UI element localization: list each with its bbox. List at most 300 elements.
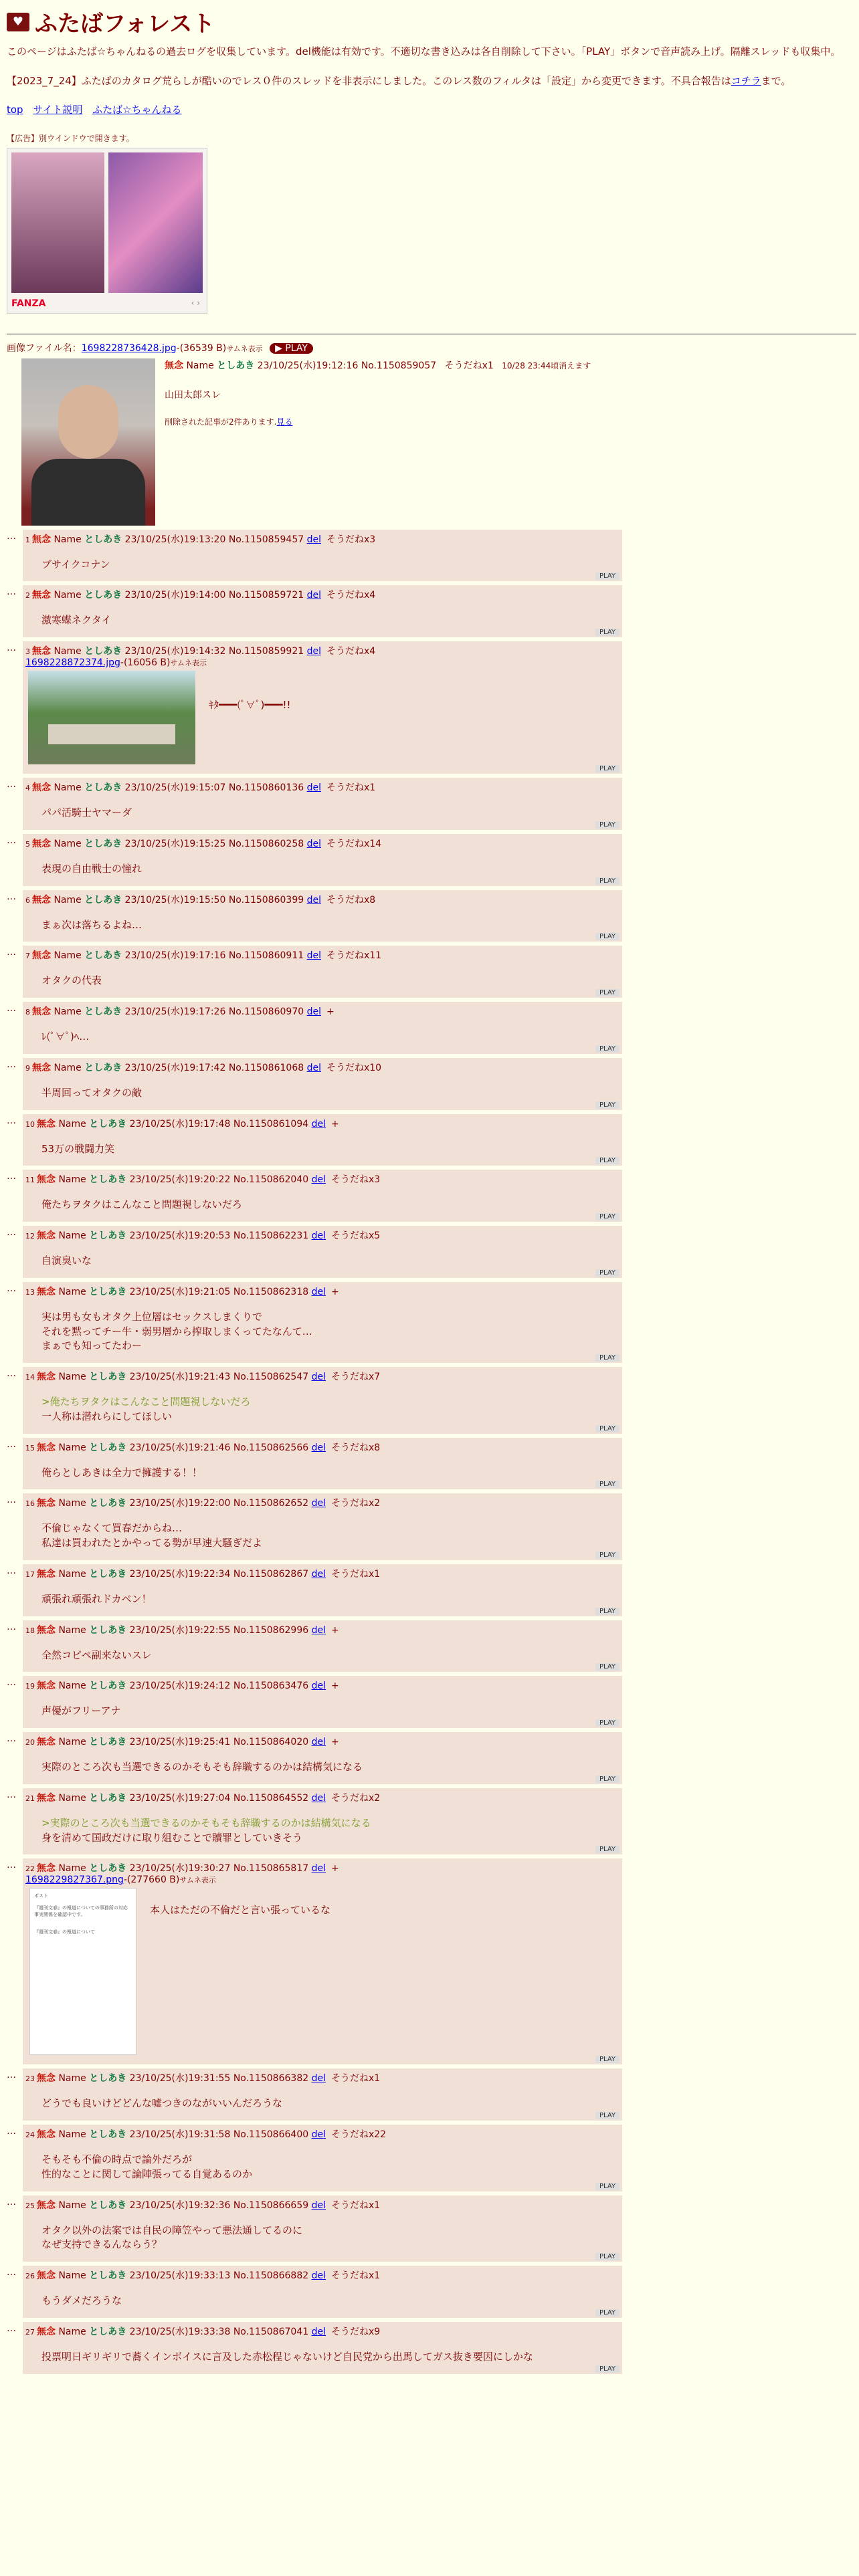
del-link[interactable]: del: [311, 2199, 326, 2211]
reply-number: 9: [25, 1063, 30, 1073]
reply-box: [23, 946, 622, 998]
reply-name-label: Name: [58, 1568, 86, 1580]
reply-box: [23, 530, 622, 582]
soudane-button[interactable]: そうだねx4: [326, 590, 376, 601]
soudane-button[interactable]: そうだねx14: [326, 838, 382, 849]
ad-cover-image[interactable]: [11, 152, 104, 293]
soudane-button[interactable]: そうだねx9: [330, 2326, 381, 2337]
reply-dots: …: [7, 1677, 16, 1689]
reply-name: としあき: [89, 1737, 127, 1747]
reply-name: としあき: [89, 1230, 127, 1241]
reply-subject: 無念: [37, 1863, 56, 1874]
del-link[interactable]: del: [311, 1286, 326, 1297]
reply-dots: …: [7, 1733, 16, 1744]
del-link[interactable]: del: [311, 1863, 326, 1874]
reply-number: 7: [25, 952, 30, 961]
ad-banner[interactable]: [7, 148, 207, 314]
reply-name-label: Name: [54, 782, 82, 793]
reply-box: [23, 1620, 622, 1673]
reply-subject: 無念: [32, 646, 51, 657]
reply-row: [7, 1788, 852, 1855]
reply-subject: 無念: [32, 950, 51, 962]
del-link[interactable]: del: [306, 894, 321, 905]
reply-meta: [25, 1004, 619, 1018]
del-link[interactable]: del: [306, 590, 321, 601]
reply-no: No.1150862652: [233, 1498, 309, 1509]
reply-no: No.1150859921: [228, 646, 304, 657]
reply-meta: [25, 1172, 619, 1186]
reply-no: No.1150860399: [228, 894, 304, 905]
soudane-button[interactable]: そうだねx1: [330, 2199, 381, 2211]
op-file-line: 画像ファイル名：1698228736428.jpg-(36539 B)サムネ表示 ▶ PLAY: [7, 341, 852, 354]
del-link[interactable]: del: [306, 782, 321, 793]
reply-box: [23, 2068, 622, 2121]
soudane-button[interactable]: そうだねx1: [330, 2270, 381, 2281]
reply-text: 俺らとしあきは全力で擁護する！！: [41, 1466, 203, 1479]
reply-dots: …: [7, 891, 16, 902]
ad-cover-image[interactable]: [108, 152, 203, 293]
reply-meta: [25, 1370, 619, 1383]
del-link[interactable]: del: [311, 1118, 326, 1130]
play-button[interactable]: PLAY: [595, 2056, 619, 2063]
reply-dots: …: [7, 643, 16, 653]
reply-row: [7, 1170, 852, 1222]
reply-text: 本人はただの不倫だと言い張っているな: [150, 1904, 331, 1917]
reply-meta: [25, 532, 619, 546]
reply-datetime: 23/10/25(水)19:22:34: [129, 1568, 231, 1580]
reply-no: No.1150861068: [228, 1062, 304, 1073]
reply-row: [7, 778, 852, 830]
reply-datetime: 23/10/25(水)19:32:36: [129, 2199, 231, 2211]
reply-datetime: 23/10/25(水)19:17:26: [124, 1006, 226, 1017]
reply-meta: [25, 837, 619, 850]
reply-name-label: Name: [58, 1681, 86, 1692]
op-soudane[interactable]: そうだねx1: [444, 360, 494, 371]
soudane-button[interactable]: そうだねx2: [330, 1792, 381, 1804]
reply-no: No.1150860136: [228, 782, 304, 793]
reply-name-label: Name: [54, 590, 82, 601]
reply-text: ﾚ(ﾟ∀ﾟ)ﾍ…: [41, 1031, 90, 1043]
reply-name-label: Name: [58, 1624, 86, 1636]
reply-name-label: Name: [54, 894, 82, 905]
reply-file-link[interactable]: 1698229827367.png: [25, 1874, 124, 1886]
reply-text: 表現の自由戦士の憧れ: [41, 862, 142, 875]
del-link[interactable]: del: [311, 2270, 326, 2281]
reply-no: No.1150862547: [233, 1372, 309, 1382]
play-button[interactable]: PLAY: [595, 2253, 619, 2260]
reply-text: パパ活騎士ヤマーダ: [41, 807, 132, 819]
reply-no: No.1150862231: [233, 1230, 309, 1241]
reply-datetime: 23/10/25(水)19:15:50: [124, 894, 226, 905]
reply-quote: >実際のところ次も当選できるのかそもそも辞職するのかは結構気になる: [41, 1816, 371, 1829]
reply-no: No.1150860258: [228, 838, 304, 849]
reply-name-label: Name: [58, 1442, 86, 1453]
reply-number: 25: [25, 2201, 35, 2210]
reply-box: [23, 2266, 622, 2318]
reply-name: としあき: [89, 2270, 127, 2281]
reply-meta: [25, 1861, 619, 1874]
soudane-button[interactable]: +: [330, 1286, 339, 1297]
reply-no: No.1150859721: [228, 590, 304, 601]
reply-subject: 無念: [37, 1568, 56, 1580]
reply-datetime: 23/10/25(水)19:15:07: [124, 782, 226, 793]
reply-row: [7, 530, 852, 582]
reply-row: [7, 1858, 852, 2064]
play-button[interactable]: PLAY: [595, 572, 619, 580]
del-link[interactable]: del: [311, 1624, 326, 1636]
reply-number: 11: [25, 1176, 35, 1185]
reply-box: [23, 1438, 622, 1490]
play-button[interactable]: PLAY: [595, 765, 619, 772]
reply-dots: …: [7, 2323, 16, 2334]
del-link[interactable]: del: [311, 1681, 326, 1692]
reply-no: No.1150862867: [233, 1568, 309, 1580]
reply-no: No.1150867041: [233, 2326, 309, 2337]
play-button[interactable]: PLAY: [595, 989, 619, 996]
soudane-button[interactable]: そうだねx10: [326, 1062, 382, 1073]
del-link[interactable]: del: [311, 1442, 326, 1453]
play-button[interactable]: PLAY: [595, 1551, 619, 1559]
reply-number: 19: [25, 1682, 35, 1691]
play-button[interactable]: PLAY: [595, 933, 619, 940]
reply-quote: >俺たちヲタクはこんなこと問題視しないだろ: [41, 1396, 251, 1408]
reply-meta: [25, 1285, 619, 1298]
op-play-button[interactable]: ▶ PLAY: [270, 343, 313, 354]
op-meta: 無念 Name としあき 23/10/25(水)19:12:16 No.1150859057 そうだねx1 10/28 23:44頃消えます: [165, 360, 591, 371]
doc-body: 『週刊文春』の報道についての事務所の対応 事実関係を確認中です。: [34, 1905, 128, 1918]
reply-name-label: Name: [58, 1174, 86, 1186]
del-link[interactable]: del: [306, 838, 321, 849]
reply-subject: 無念: [37, 2326, 56, 2337]
reply-no: No.1150865817: [233, 1863, 309, 1874]
reply-meta: [25, 1567, 619, 1580]
reply-dots: …: [7, 947, 16, 958]
op-thumbnail[interactable]: [21, 358, 155, 526]
del-link[interactable]: del: [306, 950, 321, 962]
reply-no: No.1150861094: [233, 1118, 309, 1130]
del-link[interactable]: del: [311, 1372, 326, 1382]
play-button[interactable]: PLAY: [595, 1213, 619, 1220]
reply-text: 実は男も女もオタク上位層はセックスしまくりで それを黙ってチー牛・弱男層から搾取しまくってたなんて… まぁでも知ってたわー: [41, 1310, 312, 1352]
futaba-link[interactable]: ふたば☆ちゃんねる: [92, 103, 182, 116]
reply-subject: 無念: [32, 894, 51, 905]
reply-name-label: Name: [58, 1118, 86, 1130]
play-button[interactable]: PLAY: [595, 2112, 619, 2119]
reply-box: [23, 2125, 622, 2191]
reply-row: [7, 1367, 852, 1434]
soudane-button[interactable]: +: [330, 1737, 339, 1747]
reply-dots: …: [7, 1621, 16, 1632]
reply-name-label: Name: [58, 2073, 86, 2084]
play-button[interactable]: PLAY: [595, 1663, 619, 1671]
play-button[interactable]: PLAY: [595, 1608, 619, 1615]
reply-subject: 無念: [32, 590, 51, 601]
reply-number: 16: [25, 1499, 35, 1509]
title-row: [7, 5, 852, 38]
del-link[interactable]: del: [311, 1568, 326, 1580]
reply-text: 身を清めて国政だけに取り組むことで贖罪としていきそう: [41, 1831, 303, 1844]
show-deleted-link[interactable]: 見る: [276, 417, 293, 427]
nav-links: [7, 102, 852, 116]
reply-name: としあき: [84, 646, 122, 657]
ad-brand: FANZA: [11, 298, 46, 309]
reply-subject: 無念: [32, 1062, 51, 1073]
op-text: 山田太郎スレ: [165, 389, 221, 401]
play-button[interactable]: PLAY: [595, 1719, 619, 1727]
reply-text: 投票明日ギリギリで蕎くインボイスに言及した赤松程じゃないけど自民党から出馬してガス抜き要因にしかな: [41, 2350, 533, 2363]
reply-subject: 無念: [37, 1737, 56, 1747]
reply-box: [23, 834, 622, 886]
reply-number: 26: [25, 2272, 35, 2280]
reply-datetime: 23/10/25(水)19:21:46: [129, 1442, 231, 1453]
reply-meta: [25, 2268, 619, 2282]
reply-number: 10: [25, 1119, 35, 1129]
reply-datetime: 23/10/25(水)19:33:38: [129, 2326, 231, 2337]
reply-row: [7, 2266, 852, 2318]
reply-row: [7, 2195, 852, 2262]
reply-row: [7, 1676, 852, 1728]
reply-meta: [25, 2071, 619, 2084]
reply-number: 6: [25, 895, 30, 905]
reply-box: [23, 1732, 622, 1784]
play-button[interactable]: PLAY: [595, 1269, 619, 1277]
reply-name: としあき: [89, 1792, 127, 1804]
reply-number: 8: [25, 1008, 30, 1016]
reply-row: [7, 1564, 852, 1616]
reply-text: 不倫じゃなくて買春だからね… 私達は買われたとかやってる勢が早速大騒ぎだよ: [41, 1522, 263, 1549]
play-button[interactable]: PLAY: [595, 877, 619, 885]
reply-number: 5: [25, 839, 30, 849]
report-link[interactable]: コチラ: [731, 74, 761, 87]
del-link[interactable]: del: [306, 1006, 321, 1017]
reply-text: 一人称は潜れらにしてほしい: [41, 1410, 173, 1422]
reply-name-label: Name: [58, 1230, 86, 1241]
reply-row: [7, 890, 852, 942]
play-button[interactable]: PLAY: [595, 1846, 619, 1853]
reply-box: [23, 1564, 622, 1616]
reply-meta: [25, 1679, 619, 1692]
reply-name: としあき: [89, 2073, 127, 2084]
reply-box: [23, 1788, 622, 1855]
reply-dots: …: [7, 1789, 16, 1800]
reply-datetime: 23/10/25(水)19:31:58: [129, 2129, 231, 2140]
play-button[interactable]: PLAY: [595, 2309, 619, 2317]
del-link[interactable]: del: [306, 646, 321, 657]
reply-box: [23, 585, 622, 637]
reply-no: No.1150866382: [233, 2073, 309, 2084]
del-link[interactable]: del: [311, 2129, 326, 2140]
reply-dots: …: [7, 1565, 16, 1576]
op-file-link[interactable]: 1698228736428.jpg: [81, 342, 177, 354]
soudane-button[interactable]: そうだねx1: [330, 2073, 381, 2084]
top-link[interactable]: top: [7, 103, 23, 116]
reply-box: [23, 1282, 622, 1363]
del-link[interactable]: del: [311, 1792, 326, 1804]
reply-name-label: Name: [54, 646, 82, 657]
reply-text: 53万の戦闘力笑: [41, 1142, 115, 1155]
reply-thumbnail[interactable]: [29, 1888, 136, 2055]
soudane-button[interactable]: +: [330, 1863, 339, 1874]
reply-datetime: 23/10/25(水)19:21:05: [129, 1286, 231, 1297]
intro-notice: このページはふたば☆ちゃんねるの過去ログを収集しています。del機能は有効です。不適切な書き込みは各自削除して下さい。「PLAY」ボタンで音声読み上げ。隔離スレッドも収集中。: [7, 45, 841, 58]
reply-thumbnail[interactable]: [28, 671, 195, 764]
reply-subject: 無念: [37, 2270, 56, 2281]
reply-file-line: 1698229827367.png-(277660 B)サムネ表示: [25, 1874, 216, 1886]
soudane-button[interactable]: +: [330, 1681, 339, 1692]
reply-dots: …: [7, 1283, 16, 1294]
reply-number: 18: [25, 1626, 35, 1635]
reply-row: [7, 1493, 852, 1560]
reply-file-link[interactable]: 1698228872374.jpg: [25, 657, 120, 668]
reply-row: [7, 946, 852, 998]
soudane-button[interactable]: そうだねx7: [330, 1372, 381, 1382]
doc-header: ポスト: [34, 1893, 48, 1899]
reply-no: No.1150862040: [233, 1174, 309, 1186]
reply-box: [23, 1226, 622, 1278]
reply-datetime: 23/10/25(水)19:17:42: [124, 1062, 226, 1073]
reply-datetime: 23/10/25(水)19:22:55: [129, 1624, 231, 1636]
soudane-button[interactable]: そうだねx22: [330, 2129, 387, 2140]
play-button[interactable]: PLAY: [595, 2183, 619, 2190]
reply-box: [23, 641, 622, 774]
reply-name: としあき: [89, 2129, 127, 2140]
soudane-button[interactable]: +: [330, 1118, 339, 1130]
del-link[interactable]: del: [311, 2326, 326, 2337]
reply-datetime: 23/10/25(水)19:17:48: [129, 1118, 231, 1130]
play-button[interactable]: PLAY: [595, 629, 619, 636]
play-button[interactable]: PLAY: [595, 2365, 619, 2373]
reply-row: [7, 641, 852, 774]
reply-meta: [25, 1791, 619, 1804]
soudane-button[interactable]: そうだねx2: [330, 1498, 381, 1509]
reply-name-label: Name: [54, 534, 82, 545]
reply-no: No.1150860970: [228, 1006, 304, 1017]
reply-box: [23, 2195, 622, 2262]
reply-box: [23, 1058, 622, 1110]
soudane-button[interactable]: そうだねx1: [330, 1568, 381, 1580]
reply-subject: 無念: [37, 1174, 56, 1186]
intro-update: 【2023_7_24】ふたばのカタログ荒らしが酷いのでレス０件のスレッドを非表示にしました。このレス数のフィルタは「設定」から変更できます。不具合報告はコチラまで。: [7, 74, 791, 87]
reply-name: としあき: [89, 1681, 127, 1692]
play-button[interactable]: PLAY: [595, 821, 619, 829]
soudane-button[interactable]: そうだねx4: [326, 646, 376, 657]
reply-row: [7, 2068, 852, 2121]
soudane-button[interactable]: そうだねx5: [330, 1230, 381, 1241]
reply-file-line: 1698228872374.jpg-(16056 B)サムネ表示: [25, 657, 207, 668]
reply-datetime: 23/10/25(水)19:20:53: [129, 1230, 231, 1241]
reply-subject: 無念: [32, 782, 51, 793]
reply-name: としあき: [89, 2199, 127, 2211]
reply-name: としあき: [89, 1624, 127, 1636]
play-button[interactable]: PLAY: [595, 1354, 619, 1362]
reply-name-label: Name: [58, 2326, 86, 2337]
reply-dots: …: [7, 1115, 16, 1126]
reply-subject: 無念: [37, 2199, 56, 2211]
reply-box: [23, 1676, 622, 1728]
reply-datetime: 23/10/25(水)19:25:41: [129, 1737, 231, 1747]
reply-meta: [25, 2127, 619, 2141]
soudane-button[interactable]: そうだねx3: [326, 534, 376, 545]
reply-text: まぁ次は落ちるよね…: [41, 918, 142, 931]
reply-dots: …: [7, 2196, 16, 2208]
del-link[interactable]: del: [311, 1498, 326, 1509]
reply-meta: [25, 2325, 619, 2338]
intro: [7, 45, 852, 89]
reply-name: としあき: [89, 2326, 127, 2337]
reply-subject: 無念: [37, 1498, 56, 1509]
reply-dots: …: [7, 2267, 16, 2278]
reply-text: オタクの代表: [41, 974, 102, 987]
reply-text: もうダメだろうな: [41, 2294, 122, 2306]
reply-datetime: 23/10/25(水)19:20:22: [129, 1174, 231, 1186]
reply-subject: 無念: [37, 1442, 56, 1453]
del-link[interactable]: del: [311, 2073, 326, 2084]
reply-meta: [25, 1623, 619, 1636]
play-button[interactable]: PLAY: [595, 1045, 619, 1053]
reply-datetime: 23/10/25(水)19:13:20: [124, 534, 226, 545]
reply-subject: 無念: [37, 1681, 56, 1692]
reply-text: 実際のところ次も当選できるのかそもそも辞職するのかは結構気になる: [41, 1761, 363, 1773]
del-link[interactable]: del: [311, 1230, 326, 1241]
ad-arrows-icon[interactable]: ‹ ›: [191, 298, 200, 308]
reply-meta: [25, 1440, 619, 1454]
reply-no: No.1150860911: [228, 950, 304, 962]
play-button[interactable]: PLAY: [595, 1157, 619, 1164]
op-post: [7, 358, 852, 526]
reply-subject: 無念: [37, 1118, 56, 1130]
reply-name-label: Name: [58, 2199, 86, 2211]
reply-datetime: 23/10/25(水)19:24:12: [129, 1681, 231, 1692]
reply-meta: [25, 1061, 619, 1074]
op-deleted-note: 削除された記事が2件あります.見る: [165, 417, 293, 427]
soudane-button[interactable]: そうだねx8: [330, 1442, 381, 1453]
reply-meta: [25, 780, 619, 794]
play-button[interactable]: PLAY: [595, 1425, 619, 1432]
reply-name-label: Name: [54, 1006, 82, 1017]
soudane-button[interactable]: +: [330, 1624, 339, 1636]
reply-subject: 無念: [37, 1372, 56, 1382]
soudane-button[interactable]: そうだねx1: [326, 782, 376, 793]
play-button[interactable]: PLAY: [595, 1481, 619, 1488]
futaba-logo-icon: ♥: [7, 13, 29, 31]
reply-number: 2: [25, 591, 30, 601]
soudane-button[interactable]: +: [326, 1006, 335, 1017]
reply-number: 24: [25, 2131, 35, 2139]
soudane-button[interactable]: そうだねx8: [326, 894, 376, 905]
soudane-button[interactable]: そうだねx3: [330, 1174, 381, 1186]
del-link[interactable]: del: [311, 1737, 326, 1747]
about-link[interactable]: サイト説明: [33, 103, 83, 116]
reply-meta: [25, 1735, 619, 1748]
reply-no: No.1150862566: [233, 1442, 309, 1453]
reply-name: としあき: [89, 1286, 127, 1297]
del-link[interactable]: del: [306, 534, 321, 545]
reply-meta: [25, 644, 619, 657]
reply-number: 1: [25, 535, 30, 544]
reply-name: としあき: [84, 782, 122, 793]
play-button[interactable]: PLAY: [595, 1101, 619, 1109]
reply-meta: [25, 1117, 619, 1130]
del-link[interactable]: del: [311, 1174, 326, 1186]
reply-dots: …: [7, 586, 16, 598]
reply-subject: 無念: [32, 1006, 51, 1017]
reply-subject: 無念: [37, 1286, 56, 1297]
del-link[interactable]: del: [306, 1062, 321, 1073]
reply-name-label: Name: [58, 1498, 86, 1509]
soudane-button[interactable]: そうだねx11: [326, 950, 382, 962]
reply-no: No.1150863476: [233, 1681, 309, 1692]
play-button[interactable]: PLAY: [595, 1776, 619, 1783]
